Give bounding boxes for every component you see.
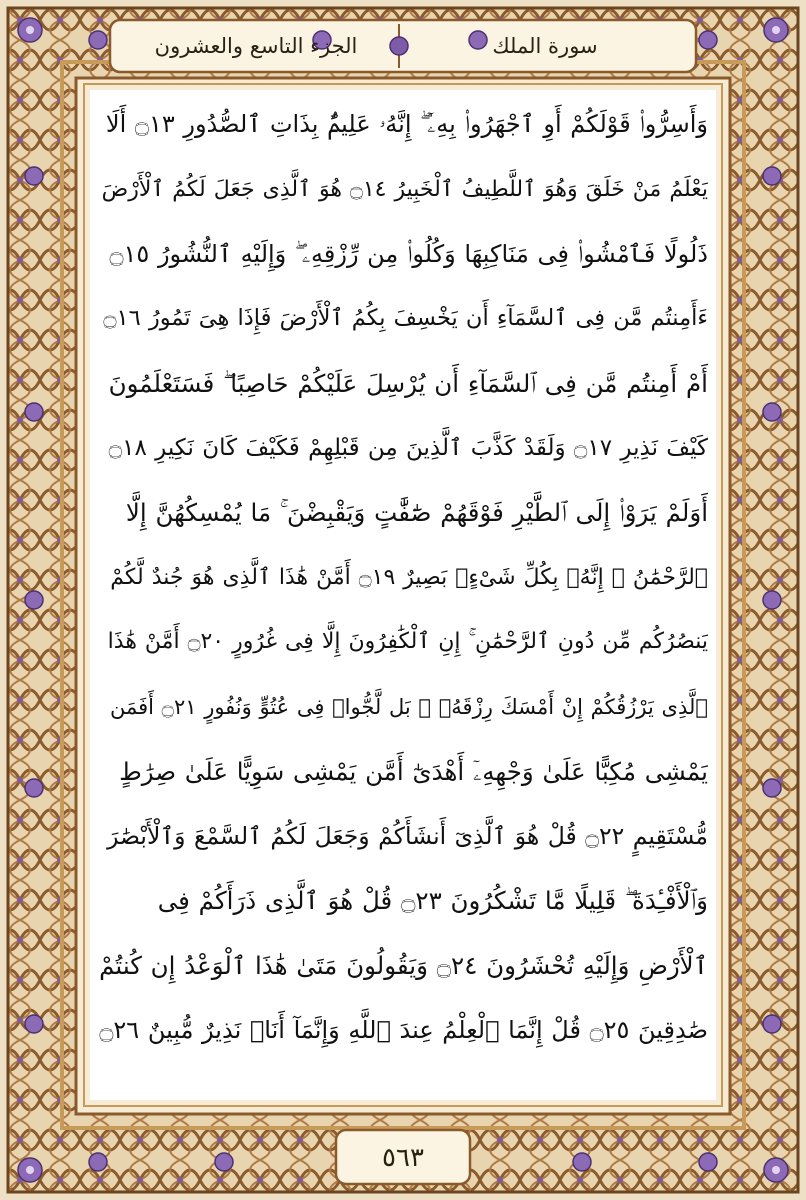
verse-lines	[98, 92, 708, 1062]
verse-line: ٱلَّذِى يَرْزُقُكُمْ إِنْ أَمْسَكَ رِزْقَهُۥ ۚ بَل لَّجُّوا۟ فِى عُتُوٍّ وَنُفُورٍ ۝٢١ أَفَمَن	[109, 694, 708, 719]
verse-line: ءَأَمِنتُم مَّن فِى ٱلسَّمَآءِ أَن يَخْسِفَ بِكُمُ ٱلْأَرْضَ فَإِذَا هِىَ تَمُورُ ۝١٦	[103, 305, 708, 332]
verse-line: يَمْشِى مُكِبًّا عَلَىٰ وَجْهِهِۦٓ أَهْدَىٰٓ أَمَّن يَمْشِى سَوِيًّا عَلَىٰ صِرَٰطٍ	[119, 756, 708, 786]
verse-line: وَٱلْأَفْـِٔدَةَ ۖ قَلِيلًا مَّا تَشْكُرُونَ ۝٢٣ قُلْ هُوَ ٱلَّذِى ذَرَأَكُمْ فِى	[157, 886, 708, 916]
verse-line: يَنصُرُكُم مِّن دُونِ ٱلرَّحْمَٰنِ ۚ إِنِ ٱلْكَٰفِرُونَ إِلَّا فِى غُرُورٍ ۝٢٠ أَمَّنْ هَٰذَا	[107, 629, 708, 655]
verse-line: أَوَلَمْ يَرَوْا۟ إِلَى ٱلطَّيْرِ فَوْقَهُمْ صَٰٓفَّٰتٍ وَيَقْبِضْنَ ۚ مَا يُمْسِكُهُنَّ إِلَّا	[125, 497, 708, 527]
page-number: ٥٦٣	[382, 1143, 424, 1173]
verse-line: يَعْلَمُ مَنْ خَلَقَ وَهُوَ ٱللَّطِيفُ ٱلْخَبِيرُ ۝١٤ هُوَ ٱلَّذِى جَعَلَ لَكُمُ ٱلْأَرْضَ	[101, 176, 708, 202]
verse-line: ٱلْأَرْضِ وَإِلَيْهِ تُحْشَرُونَ ۝٢٤ وَيَقُولُونَ مَتَىٰ هَٰذَا ٱلْوَعْدُ إِن كُنتُمْ	[99, 950, 708, 980]
verse-line: وَأَسِرُّوا۟ قَوْلَكُمْ أَوِ ٱجْهَرُوا۟ بِهِۦٓ ۖ إِنَّهُۥ عَلِيمٌۢ بِذَاتِ ٱلصُّدُورِ ۝١٣ أَلَا	[105, 110, 708, 139]
verse-line: ذَلُولًا فَٱمْشُوا۟ فِى مَنَاكِبِهَا وَكُلُوا۟ مِن رِّزْقِهِۦ ۖ وَإِلَيْهِ ٱلنُّشُورُ ۝١٥	[109, 239, 708, 268]
verse-line: صَٰدِقِينَ ۝٢٥ قُلْ إِنَّمَا ٱلْعِلْمُ عِندَ ٱللَّهِ وَإِنَّمَآ أَنَا۠ نَذِيرٌ مُّبِينٌ ۝٢٦	[99, 1015, 708, 1044]
verse-line: مُّسْتَقِيمٍ ۝٢٢ قُلْ هُوَ ٱلَّذِىٓ أَنشَأَكُمْ وَجَعَلَ لَكُمُ ٱلسَّمْعَ وَٱلْأَبْصَٰرَ	[107, 821, 708, 850]
verse-line: أَمْ أَمِنتُم مَّن فِى ٱلسَّمَآءِ أَن يُرْسِلَ عَلَيْكُمْ حَاصِبًا ۖ فَسَتَعْلَمُونَ	[108, 368, 708, 398]
juz-title: الجزء التاسع والعشرون	[154, 34, 358, 58]
verse-line: ٱلرَّحْمَٰنُ ۚ إِنَّهُۥ بِكُلِّ شَىْءٍۭ بَصِيرٌ ۝١٩ أَمَّنْ هَٰذَا ٱلَّذِى هُوَ جُندٌ لَّكُمْ	[110, 564, 708, 590]
surah-title: سورة الملك	[492, 34, 598, 58]
verse-line: كَيْفَ نَذِيرِ ۝١٧ وَلَقَدْ كَذَّبَ ٱلَّذِينَ مِن قَبْلِهِمْ فَكَيْفَ كَانَ نَكِيرِ ۝١٨	[108, 434, 708, 461]
